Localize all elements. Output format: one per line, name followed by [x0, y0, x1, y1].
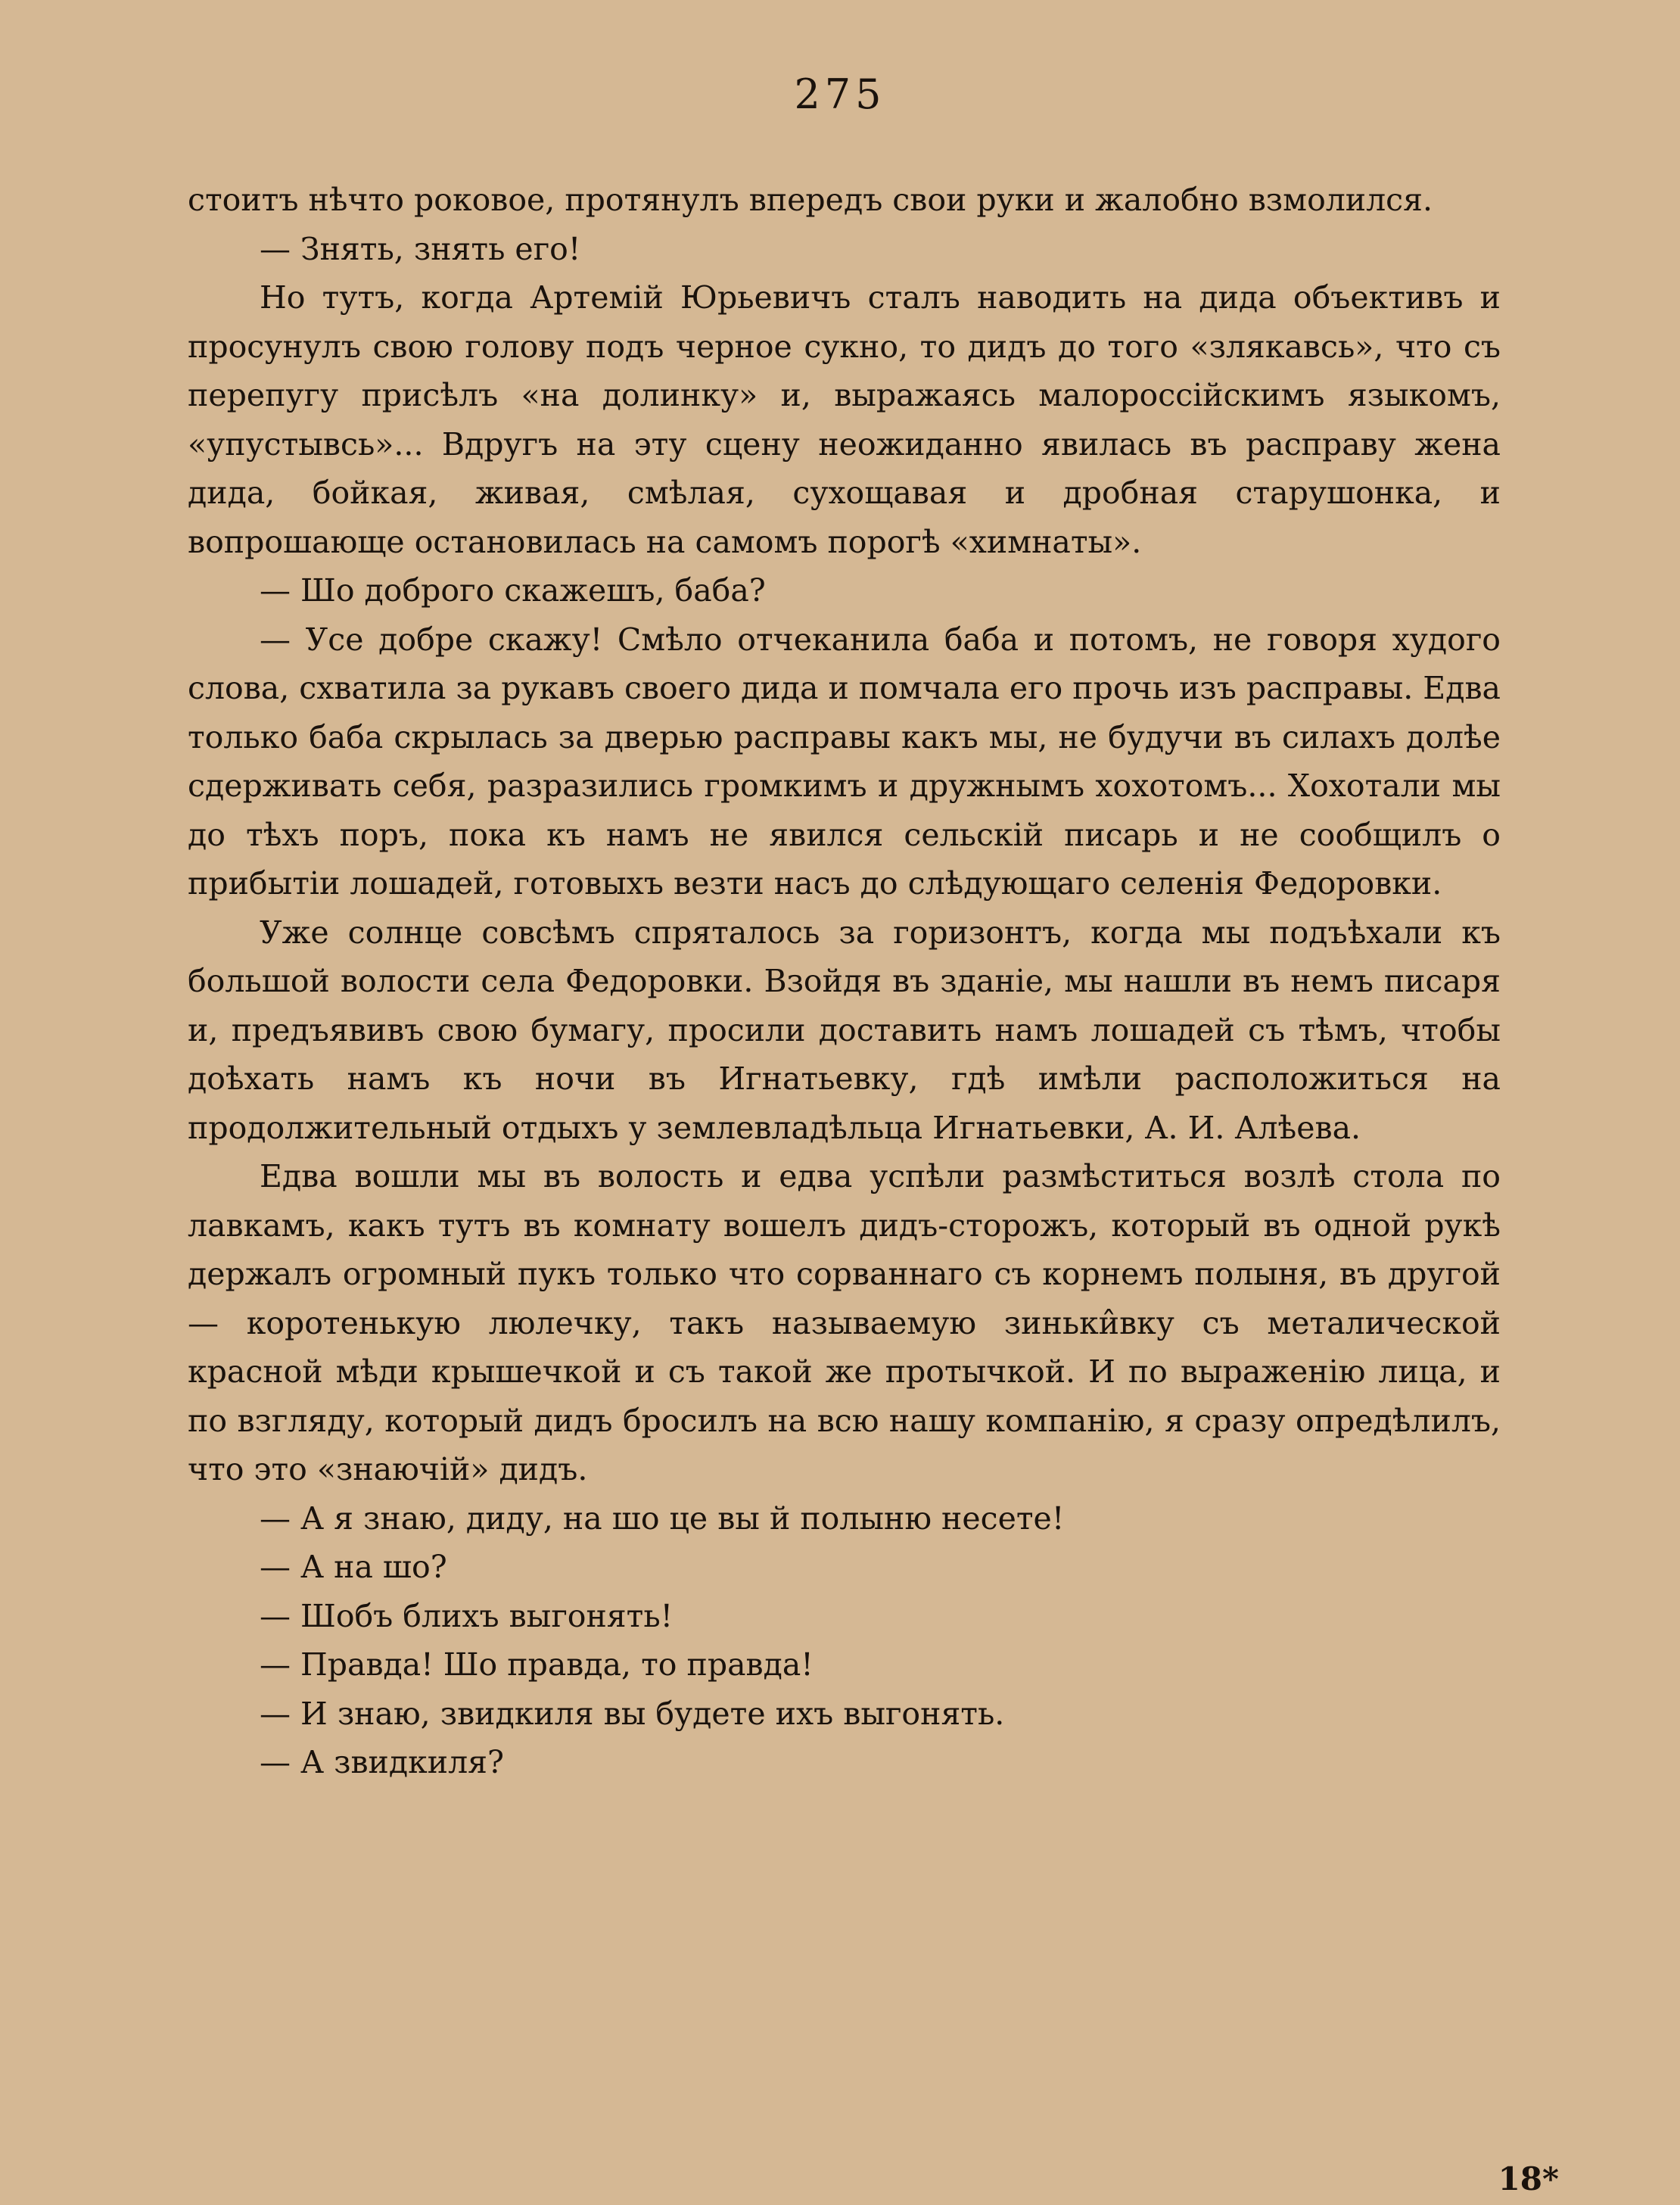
dialogue-line: — А я знаю, диду, на шо це вы й полыню несете!: [260, 1500, 1065, 1537]
paragraph: Едва вошли мы въ волость и едва успѣли размѣститься возлѣ стола по лавкамъ, какъ тутъ въ комнату вошелъ дидъ-сторожъ, который въ одной рукѣ держалъ огромный пукъ только что сорваннаго съ корнемъ полыня, въ другой — коротенькую люлечку, такъ называемую зиньки̂вку съ металической красной мѣди крышечкой и съ такой же протычкой. И по выраженію лица, и по взгляду, который дидъ бросилъ на всю нашу компанію, я сразу опредѣлилъ, что это «знаючій» дидъ.: [188, 1158, 1501, 1487]
dialogue-line: — Шобъ блихъ выгонять!: [260, 1597, 674, 1634]
page-number: 275: [794, 70, 886, 118]
dialogue-line: — А звидкиля?: [260, 1744, 504, 1780]
dialogue-line: — Шо доброго скажешъ, баба?: [260, 572, 766, 609]
dialogue-line: — Знять, знять его!: [260, 230, 581, 267]
page-text: [188, 176, 1501, 1787]
paragraph: Но тутъ, когда Артемій Юрьевичъ сталъ наводить на дида объективъ и просунулъ свою голову подъ черное сукно, то дидъ до того «злякавсь», что съ перепугу присѣлъ «на долинку» и, выражаясь малороссійскимъ языкомъ, «упустывсь»... Вдругъ на эту сцену неожиданно явилась въ расправу жена дида, бойкая, живая, смѣлая, сухощавая и дробная старушонка, и вопрошающе остановилась на самомъ порогѣ «химнаты».: [188, 279, 1501, 560]
dialogue-line: — А на шо?: [260, 1549, 447, 1585]
printer-signature: 18*: [1498, 2160, 1559, 2197]
dialogue-line: — Правда! Шо правда, то правда!: [260, 1646, 814, 1683]
dialogue-line: — И знаю, звидкиля вы будете ихъ выгонять.: [260, 1695, 1005, 1732]
paragraph-continuation: стоитъ нѣчто роковое, протянулъ впередъ свои руки и жалобно взмолился.: [188, 182, 1433, 218]
paragraph: Уже солнце совсѣмъ спряталось за горизонтъ, когда мы подъѣхали къ большой волости села Федоровки. Взойдя въ зданіе, мы нашли въ немъ писаря и, предъявивъ свою бумагу, просили доставить намъ лошадей съ тѣмъ, чтобы доѣхать намъ къ ночи въ Игнатьевку, гдѣ имѣли расположиться на продолжительный отдыхъ у землевладѣльца Игнатьевки, А. И. Алѣева.: [188, 914, 1501, 1146]
paragraph: — Усе добре скажу! Смѣло отчеканила баба и потомъ, не говоря худого слова, схватила за рукавъ своего дида и помчала его прочь изъ расправы. Едва только баба скрылась за дверью расправы какъ мы, не будучи въ силахъ долѣе сдерживать себя, разразились громкимъ и дружнымъ хохотомъ... Хохотали мы до тѣхъ поръ, пока къ намъ не явился сельскій писарь и не сообщилъ о прибытіи лошадей, готовыхъ везти насъ до слѣдующаго селенія Федоровки.: [188, 621, 1501, 902]
